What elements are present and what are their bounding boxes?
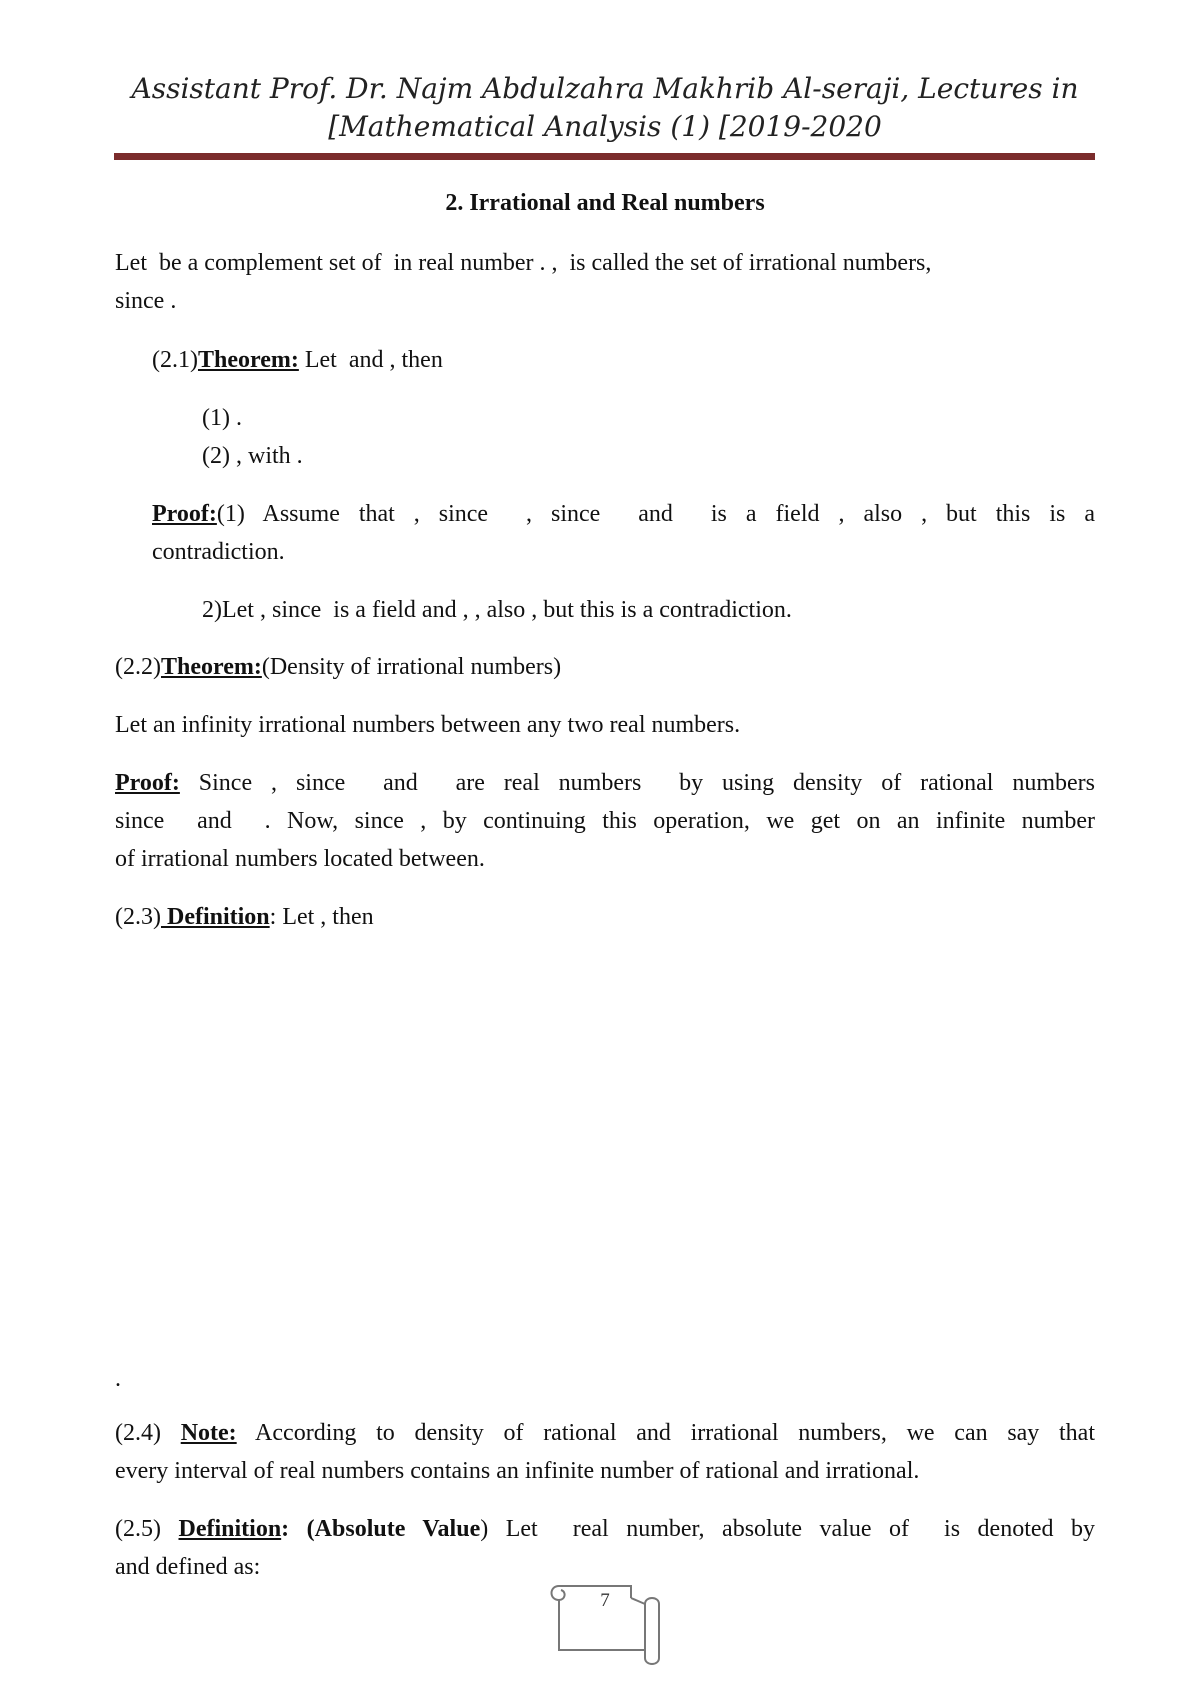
definition-text: : Let , then — [269, 904, 374, 930]
proof-2-1 — [152, 495, 1095, 571]
note-label: Note: — [180, 1420, 237, 1446]
proof-line-2: contradiction. — [152, 539, 285, 565]
theorem-item-1: (1) . — [202, 405, 242, 431]
theorem-2-1-items — [202, 399, 1095, 475]
proof-text-1: (1) Assume that , since , since and is a field , also , but this is a — [216, 501, 1095, 527]
theorem-item-2: (2) , with . — [202, 443, 303, 469]
definition-label: Definition — [160, 904, 270, 930]
theorem-text: (Density of irrational numbers) — [261, 654, 562, 680]
theorem-2-2-statement: Let an infinity irrational numbers between any two real numbers. — [115, 712, 741, 738]
header-rule — [114, 153, 1095, 160]
proof-2-1-part-2: 2)Let , since is a field and , , also , but this is a contradiction. — [202, 597, 792, 623]
intro-paragraph — [115, 244, 1095, 320]
note-line-1 — [115, 1414, 1095, 1452]
proof-line-1 — [152, 495, 1095, 533]
theorem-number: (2.1) — [152, 347, 198, 373]
page-header — [115, 70, 1095, 146]
definition-colon: : ( — [281, 1516, 315, 1542]
note-line-2: every interval of real numbers contains an infinite number of rational and irrational. — [115, 1458, 920, 1484]
definition-text-1: ) Let real number, absolute value of is denoted by — [480, 1516, 1096, 1542]
note-number: (2.4) — [115, 1420, 181, 1446]
proof-line-1 — [115, 764, 1095, 802]
definition-line-2: and defined as: — [115, 1554, 261, 1580]
header-line-2: [Mathematical Analysis (1) [2019-2020 — [328, 110, 882, 143]
theorem-number: (2.2) — [115, 654, 161, 680]
proof-2-2 — [115, 764, 1095, 878]
theorem-text: Let and , then — [298, 347, 443, 373]
definition-number: (2.5) — [115, 1516, 179, 1542]
intro-line-1: Let be a complement set of in real number . , is called the set of irrational numbers, — [115, 250, 932, 276]
definition-2-5 — [115, 1510, 1095, 1586]
proof-label: Proof: — [115, 770, 180, 796]
definition-term: Absolute Value — [314, 1516, 481, 1542]
header-line-1: Assistant Prof. Dr. Najm Abdulzahra Makhrib Al-seraji, Lectures in — [131, 72, 1079, 105]
theorem-2-1 — [152, 341, 1095, 379]
theorem-label: Theorem: — [197, 347, 299, 373]
note-2-4 — [115, 1414, 1095, 1490]
proof-line-2: since and . Now, since , by continuing this operation, we get on an infinite number — [115, 808, 1095, 834]
proof-line-3: of irrational numbers located between. — [115, 846, 485, 872]
proof-text-1: Since , since and are real numbers by using density of rational numbers — [179, 770, 1095, 796]
definition-line-1 — [115, 1510, 1095, 1548]
definition-label: Definition — [178, 1516, 282, 1542]
section-title: 2. Irrational and Real numbers — [445, 190, 765, 216]
definition-number: (2.3) — [115, 904, 161, 930]
note-text-1: According to density of rational and irrational numbers, we can say that — [236, 1420, 1096, 1446]
theorem-label: Theorem: — [160, 654, 262, 680]
definition-2-3 — [115, 898, 1095, 936]
theorem-2-2 — [115, 648, 1095, 686]
stray-period: . — [115, 1366, 121, 1392]
page-number: 7 — [600, 1590, 610, 1611]
proof-label: Proof: — [152, 501, 217, 527]
intro-line-2: since . — [115, 288, 177, 314]
